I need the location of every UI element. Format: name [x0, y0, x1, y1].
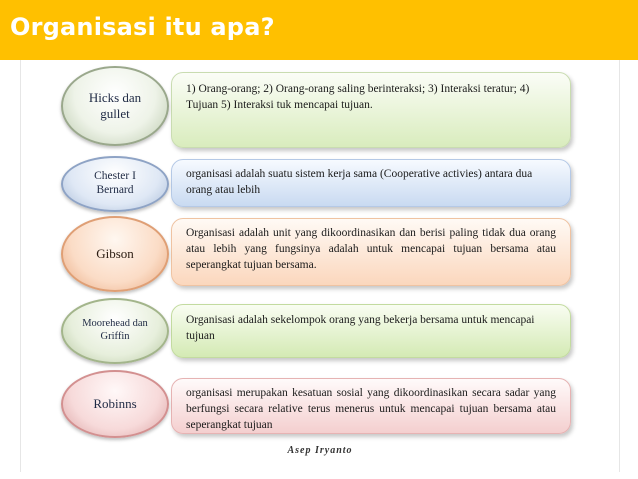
author-name: Robinns — [93, 396, 137, 412]
author-oval — [61, 370, 169, 438]
author-name: Gibson — [96, 246, 134, 262]
definition-text: Organisasi adalah unit yang dikoordinasikan dan berisi paling tidak dua orang atau lebih yang fungsinya adalah untuk mencapai tujuan bersama atau seperangkat tujuan bersama. — [186, 227, 556, 271]
definition-text: organisasi adalah suatu sistem kerja sama (Cooperative activies) antara dua orang atau lebih — [186, 168, 533, 196]
author-name: Hicks dan gullet — [88, 90, 142, 121]
author-name: Chester I Bernard — [94, 170, 136, 196]
definition-text-box — [171, 218, 571, 286]
definition-text: 1) Orang-orang; 2) Orang-orang saling berinteraksi; 3) Interaksi teratur; 4) Tujuan 5) Interaksi tuk mencapai tujuan. — [186, 83, 530, 111]
definition-text-box — [171, 304, 571, 358]
definition-text: organisasi merupakan kesatuan sosial yang dikoordinasikan secara sadar yang berfungsi secara relative terus menerus untuk mencapai tujuan bersama atau seperangkat tujuan — [186, 387, 556, 431]
slide-header — [0, 0, 638, 60]
author-name: Moorehead dan Griffin — [82, 318, 148, 342]
author-credit: Asep Iryanto — [287, 445, 353, 456]
author-oval — [61, 298, 169, 364]
slide-title: Organisasi itu apa? — [10, 13, 275, 41]
author-oval — [61, 156, 169, 212]
definition-text-box — [171, 378, 571, 434]
definitions-panel — [20, 60, 620, 472]
definition-text-box — [171, 159, 571, 207]
author-oval — [61, 66, 169, 146]
author-oval — [61, 216, 169, 292]
definition-text: Organisasi adalah sekelompok orang yang bekerja bersama untuk mencapai tujuan — [186, 314, 535, 342]
definition-text-box — [171, 72, 571, 148]
